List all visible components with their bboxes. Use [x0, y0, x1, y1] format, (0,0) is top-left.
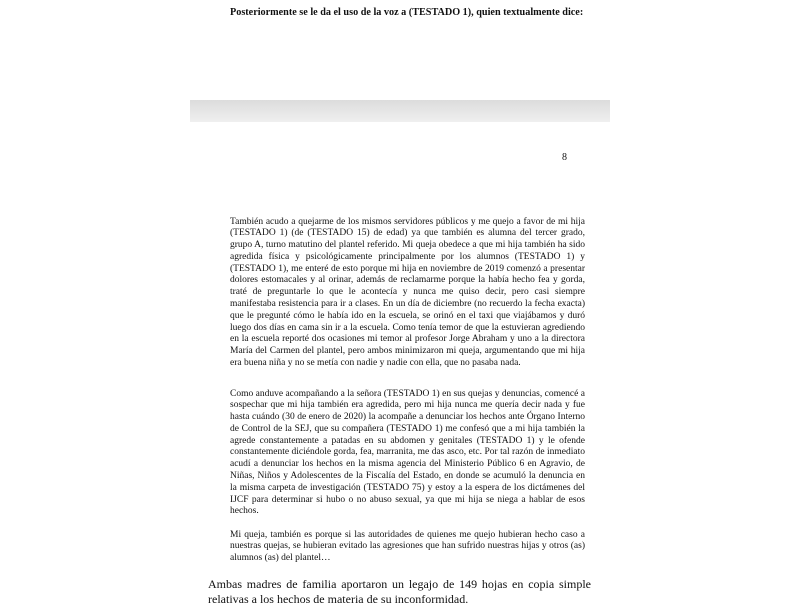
quote-paragraph-2: Como anduve acompañando a la señora (TESTADO 1) en sus quejas y denuncias, comencé a sospechar que mi hija también era agredida, pero mi hija nunca me quería decir nada y fue hasta cuándo (30 de enero de 2020) la acompañe a denunciar los hechos ante Órgano Interno de Control de la SEJ, que su compañera (TESTADO 1) me confesó que a mi hija también la agrede constantemente a patadas en su abdomen y genitales (TESTADO 1) y le ofende constantemente diciéndole gorda, fea, marranita, me das asco, etc. Por tal razón de inmediato acudí a denunciar los hechos en la misma agencia del Ministerio Público 6 en Agravio, de Niñas, Niños y Adolescentes de la Fiscalía del Estado, en donde se acumuló la denuncia en la misma carpeta de investigación (TESTADO 75) y estoy a la espera de los dictámenes del IJCF para determinar si hubo o no abuso sexual, ya que mi hija se niega a hablar de esos hechos. [230, 388, 585, 517]
page-separator [190, 100, 610, 122]
quote-paragraph-3: Mi queja, también es porque si las autoridades de quienes me quejo hubieran hecho caso a nuestras quejas, se hubieran evitado las agresiones que han sufrido nuestras hijas y otros (as) alumnos (as) del plantel… [230, 529, 585, 564]
page-number: 8 [562, 152, 567, 163]
quote-paragraph-1: También acudo a quejarme de los mismos servidores públicos y me quejo a favor de mi hija (TESTADO 1) (de (TESTADO 15) de edad) ya que también es alumna del tercer grado, grupo A, turno matutino del plantel referido. Mi queja obedece a que mi hija también ha sido agredida física y psicológicamente principalmente por los alumnos (TESTADO 1) y (TESTADO 1), me enteré de esto porque mi hija en noviembre de 2019 comenzó a presentar dolores estomacales y al orinar, además de reclamarme porque la había hecho fea y gorda, traté de preguntarle lo que le acontecía y nunca me quiso decir, pero casi siempre manifestaba resistencia para ir a clases. En un día de diciembre (no recuerdo la fecha exacta) que le pregunté cómo le había ido en la escuela, se orinó en el taxi que viajábamos y duró luego dos días en cama sin ir a la escuela. Como tenía temor de que la estuvieran agrediendo en la escuela reporté dos ocasiones mi temor al profesor Jorge Abraham y uno a la directora María del Carmen del plantel, pero ambos minimizaron mi queja, argumentando que mi hija era buena niña y no se metía con nadie y nadie con ella, que no pasaba nada. [230, 216, 585, 369]
statement-heading: Posteriormente se le da el uso de la voz a (TESTADO 1), quien textualmente dice: [230, 7, 584, 18]
document-page-top [190, 0, 610, 100]
closing-paragraph: Ambas madres de familia aportaron un legajo de 149 hojas en copia simple relativas a los hechos de materia de su inconformidad. [208, 577, 591, 606]
document-page-8 [190, 122, 610, 606]
